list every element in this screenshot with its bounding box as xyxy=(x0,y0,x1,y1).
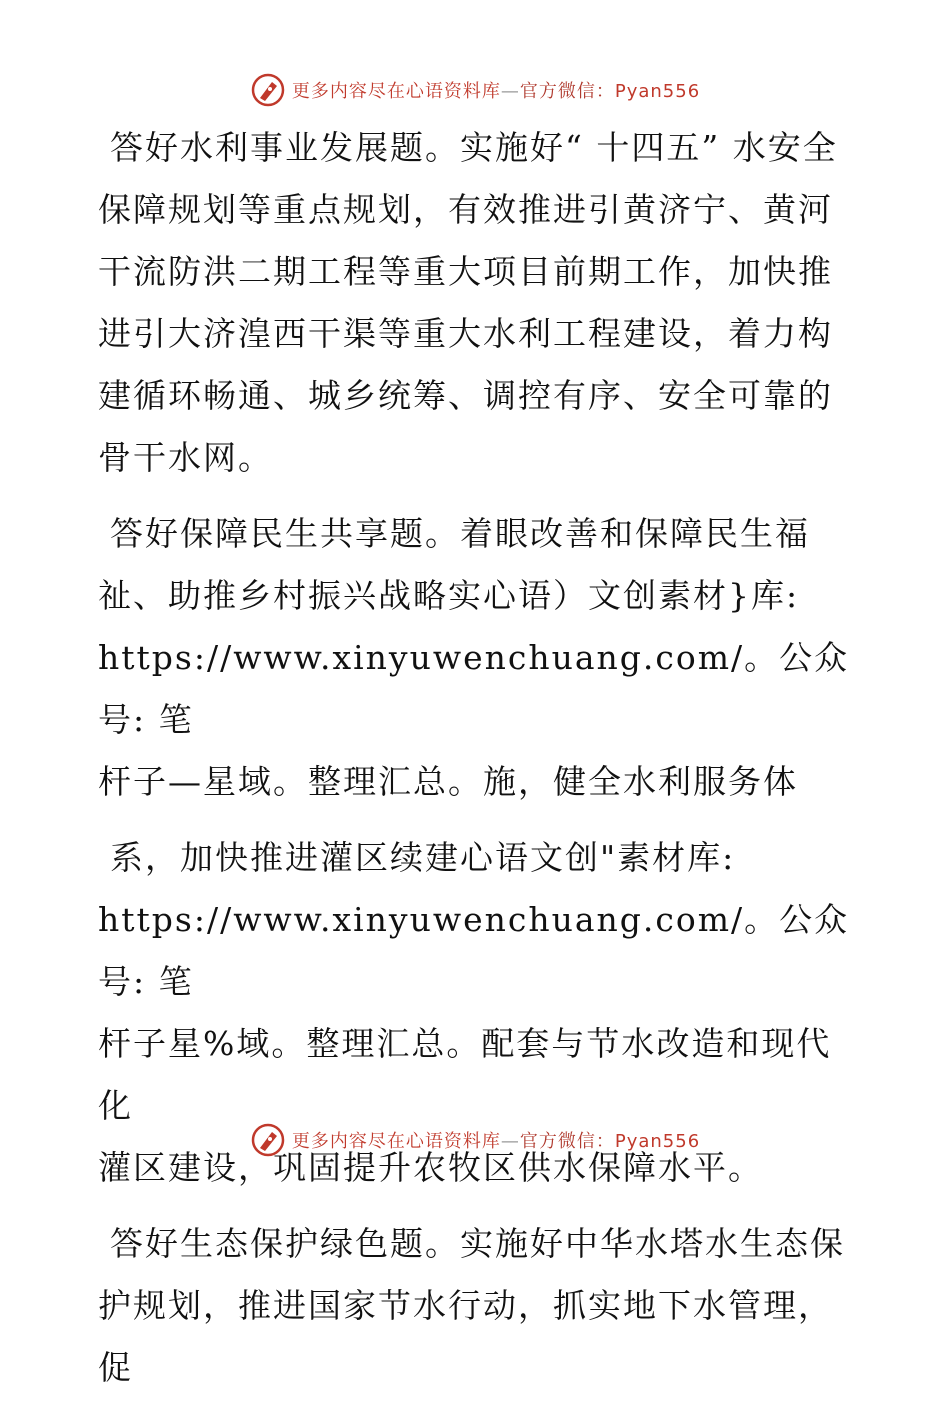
pen-nib-logo-icon xyxy=(250,1122,286,1158)
document-body xyxy=(98,117,858,1413)
paragraph-livelihood: 答好保障民生共享题。着眼改善和保障民生福 祉、助推乡村振兴战略实心语）文创素材}库: https://www.xinyuwenchuang.com/。公众号: 笔 杆子—星域。整理汇总。施，健全水利服务体 xyxy=(98,514,850,801)
header-watermark-text xyxy=(292,77,700,103)
footer-brand: 更多内容尽在心语资料库 xyxy=(291,1131,501,1152)
pen-nib-logo-icon xyxy=(250,72,286,108)
header-watermark xyxy=(0,70,950,110)
paragraph-water-development: 答好水利事业发展题。实施好“ 十四五” 水安全保障规划等重点规划，有效推进引黄济宁、黄河干流防洪二期工程等重大项目前期工作，加快推进引大济湟西干渠等重大水利工程建设，着力构建循环畅通、城乡统筹、调控有序、安全可靠的骨干水网。 xyxy=(98,128,838,477)
header-wechat-label: 官方微信： xyxy=(519,81,615,102)
footer-watermark xyxy=(0,1120,950,1160)
paragraph-irrigation: 系，加快推进灌区续建心语文创"素材库: https://www.xinyuwenchuang.com/。公众号: 笔 杆子星%域。整理汇总。配套与节水改造和现代化 灌区建设，巩固提升农牧区供水保障水平。 xyxy=(98,838,850,1187)
footer-wechat-label: 官方微信： xyxy=(519,1131,615,1152)
footer-separator: — xyxy=(500,1131,520,1152)
header-separator: — xyxy=(500,81,520,102)
paragraph-ecology: 答好生态保护绿色题。实施好中华水塔水生态保护规划，推进国家节水行动，抓实地下水管理，促 xyxy=(98,1224,845,1387)
header-brand: 更多内容尽在心语资料库 xyxy=(291,81,501,102)
header-wechat-id: Pyan556 xyxy=(614,81,701,102)
footer-watermark-text xyxy=(292,1127,700,1153)
footer-wechat-id: Pyan556 xyxy=(614,1131,701,1152)
